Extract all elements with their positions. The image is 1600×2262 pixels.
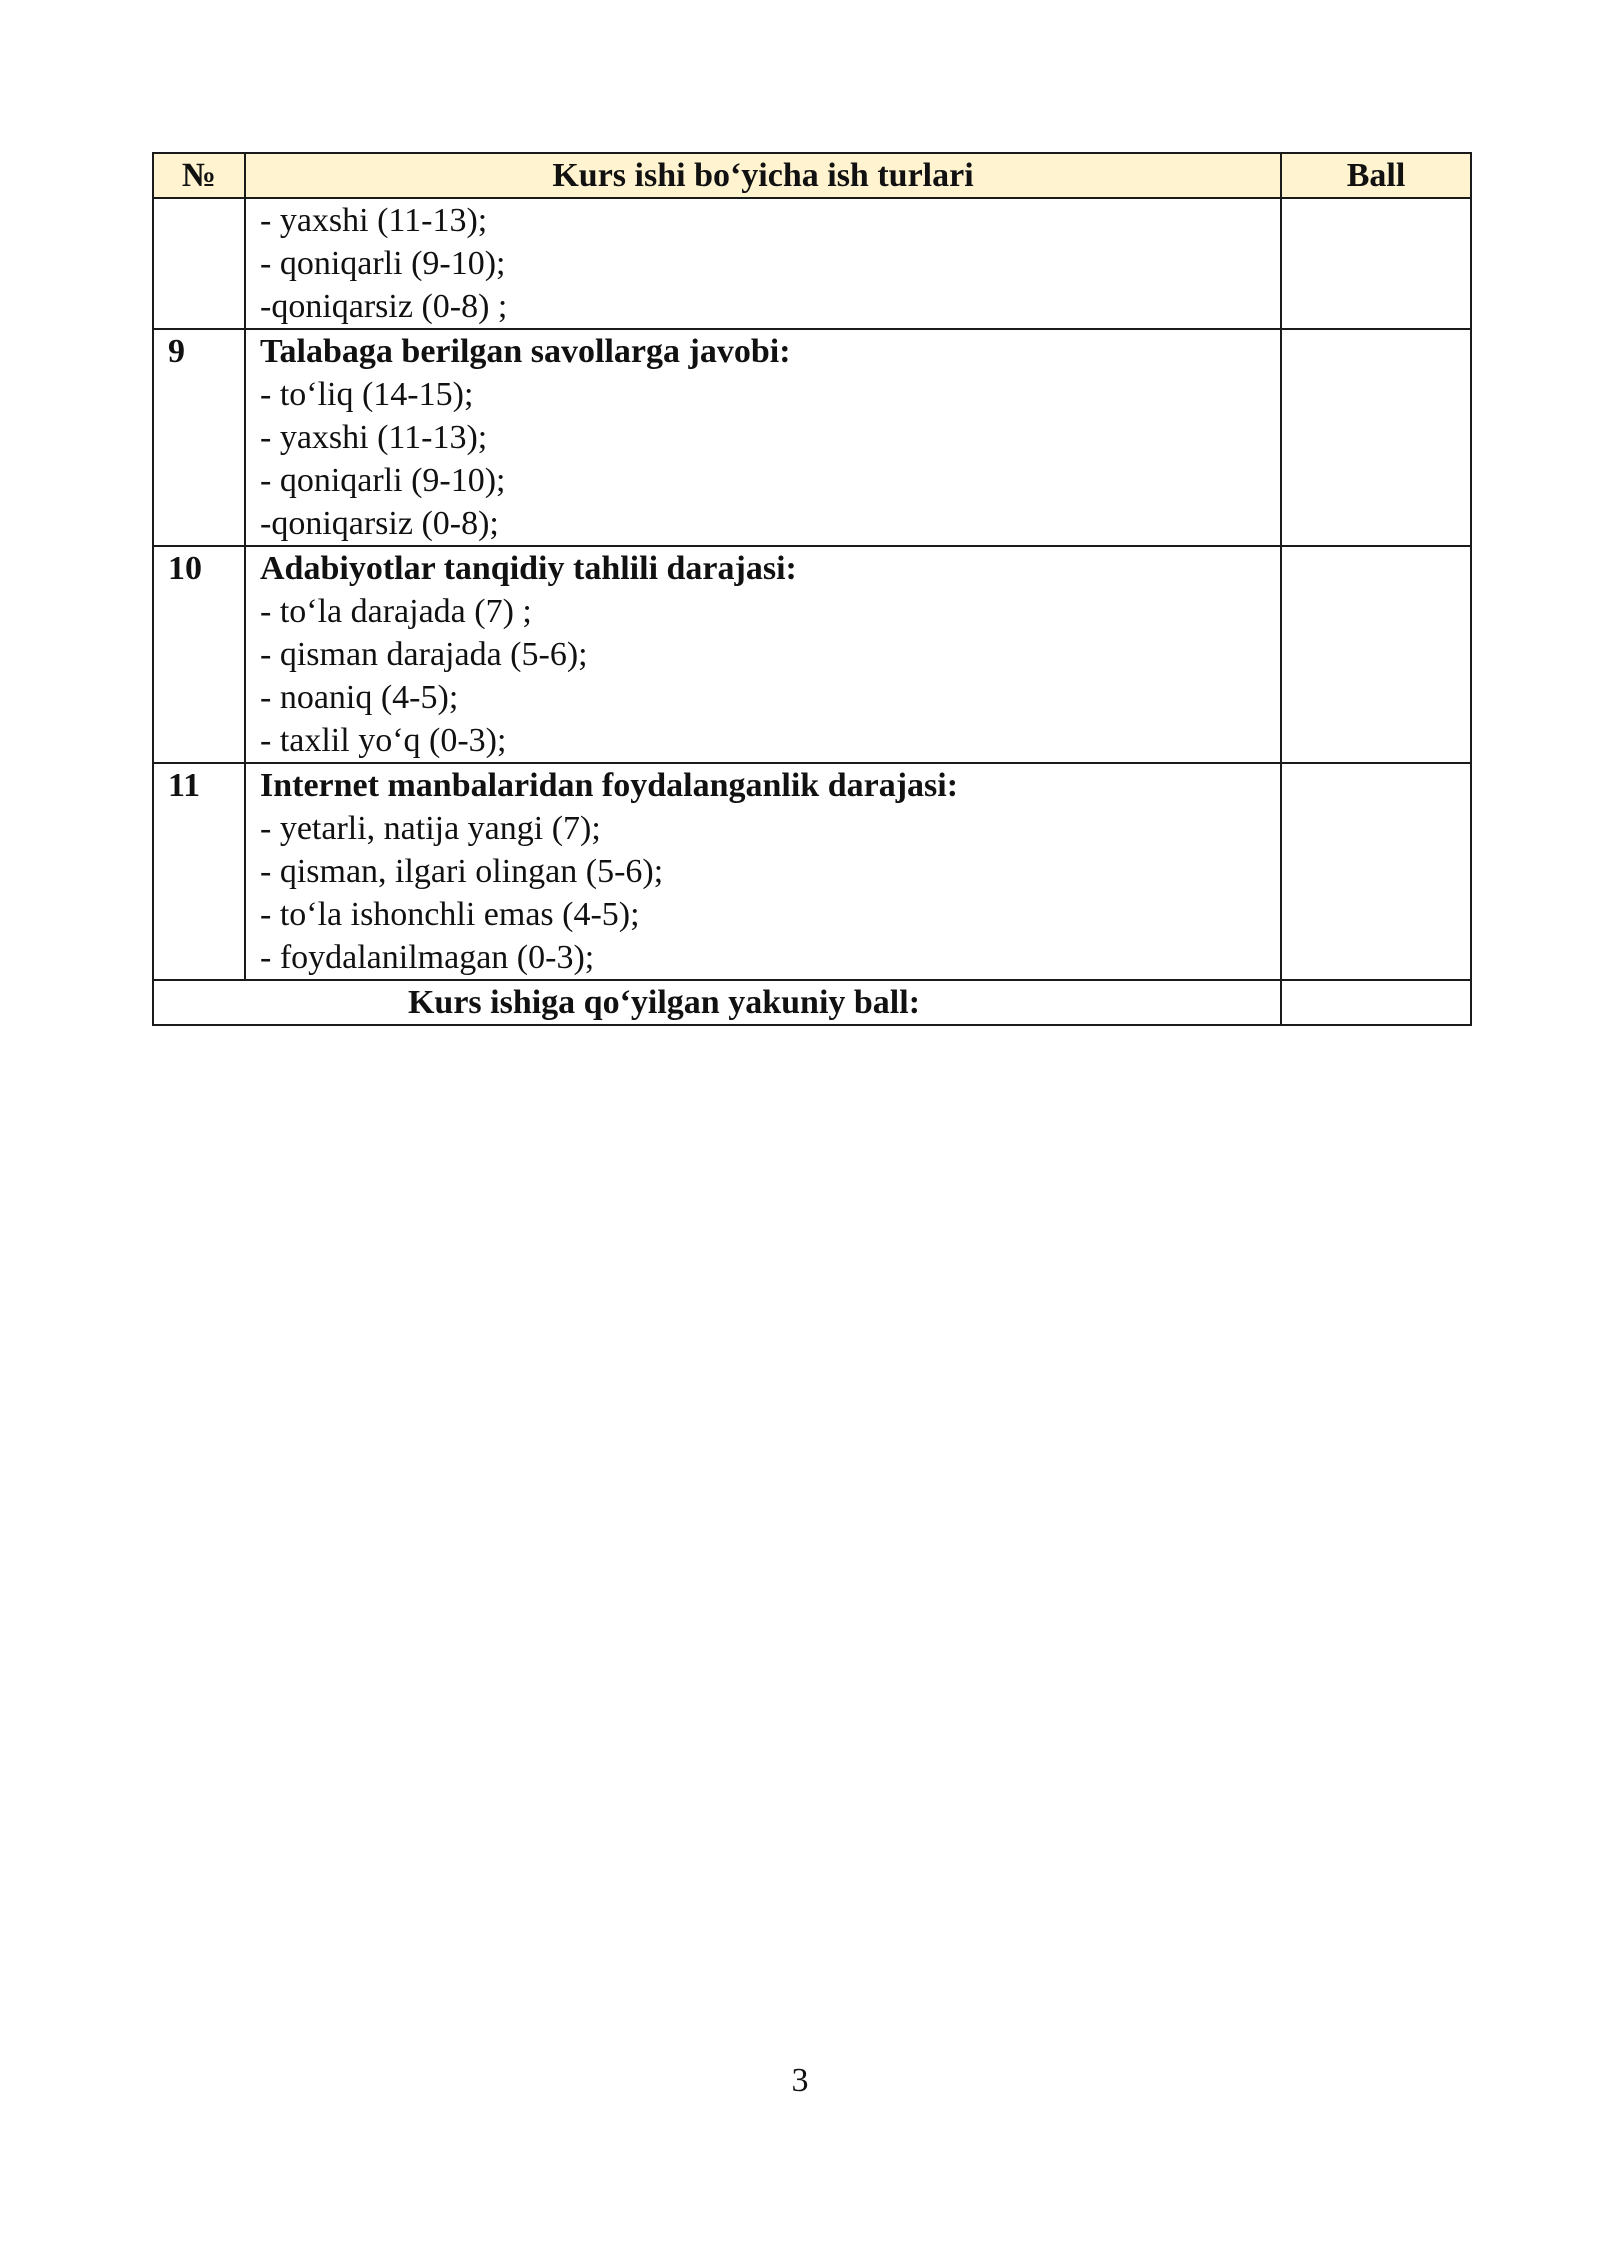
criterion-title: Internet manbalaridan foydalanganlik darajasi: (260, 767, 959, 804)
criterion-line: - foydalanilmagan (0-3); (260, 939, 595, 976)
criterion-line: - to‘liq (14-15); (260, 376, 474, 413)
criterion-line: - yetarli, natija yangi (7); (260, 810, 601, 847)
final-score-label: Kurs ishiga qo‘yilgan yakuniy ball: (153, 980, 1281, 1025)
table-header-row (153, 153, 1471, 198)
row-score-cell[interactable] (1281, 763, 1471, 980)
assessment-table (152, 152, 1472, 1026)
row-score-cell[interactable] (1281, 329, 1471, 546)
row-description-cell (245, 546, 1281, 763)
criterion-line: - to‘la darajada (7) ; (260, 593, 532, 630)
criterion-line: - yaxshi (11-13); (260, 202, 488, 239)
criterion-line: - yaxshi (11-13); (260, 419, 488, 456)
criterion-line: - noaniq (4-5); (260, 679, 459, 716)
row-number-cell (153, 198, 245, 329)
criterion-line: -qoniqarsiz (0-8) ; (260, 288, 508, 325)
row-score-cell[interactable] (1281, 546, 1471, 763)
header-score: Ball (1281, 153, 1471, 198)
header-description: Kurs ishi bo‘yicha ish turlari (245, 153, 1281, 198)
criterion-line: - qoniqarli (9-10); (260, 245, 506, 282)
criterion-title: Adabiyotlar tanqidiy tahlili darajasi: (260, 550, 797, 587)
row-score-cell[interactable] (1281, 198, 1471, 329)
final-score-row (153, 980, 1471, 1025)
page-number: 3 (791, 2062, 809, 2099)
row-description-cell (245, 763, 1281, 980)
criterion-line: - qisman, ilgari olingan (5-6); (260, 853, 664, 890)
row-description-cell (245, 329, 1281, 546)
row-number-cell: 10 (153, 546, 245, 763)
criterion-line: - qisman darajada (5-6); (260, 636, 588, 673)
table-row (153, 198, 1471, 329)
criterion-line: -qoniqarsiz (0-8); (260, 505, 499, 542)
row-description-cell (245, 198, 1281, 329)
criterion-line: - qoniqarli (9-10); (260, 462, 506, 499)
criterion-line: - to‘la ishonchli emas (4-5); (260, 896, 640, 933)
table-row (153, 329, 1471, 546)
final-score-cell[interactable] (1281, 980, 1471, 1025)
table-row (153, 763, 1471, 980)
criterion-line: - taxlil yo‘q (0-3); (260, 722, 507, 759)
table-row (153, 546, 1471, 763)
row-number-cell: 11 (153, 763, 245, 980)
header-number: № (153, 153, 245, 198)
criterion-title: Talabaga berilgan savollarga javobi: (260, 333, 791, 370)
row-number-cell: 9 (153, 329, 245, 546)
